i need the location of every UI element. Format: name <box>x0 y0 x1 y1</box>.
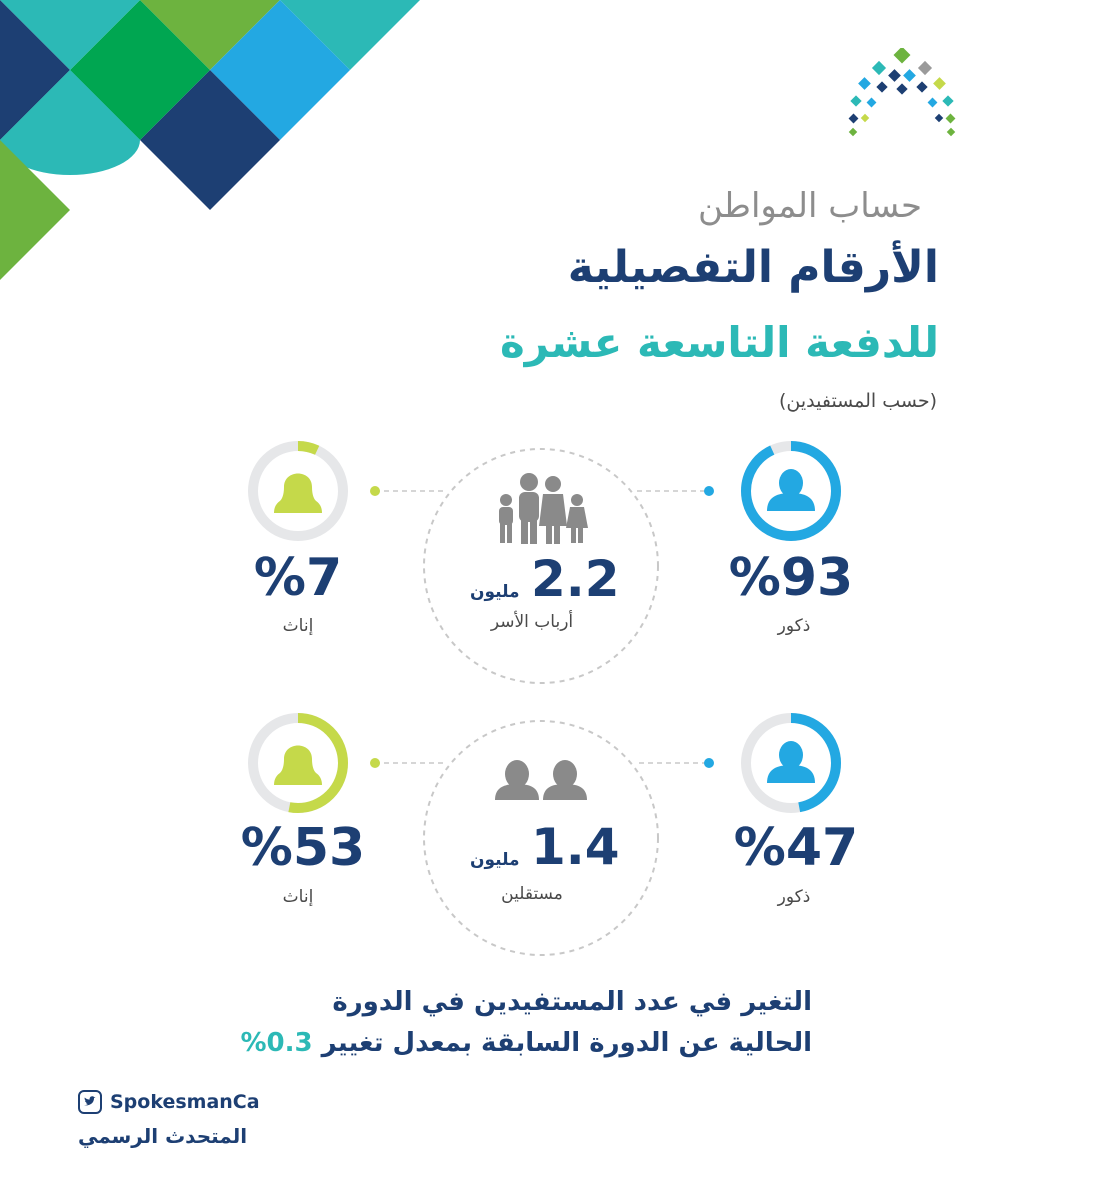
logo-text: حساب المواطن <box>698 186 922 226</box>
group2-value: 1.4 <box>531 818 620 876</box>
change-note-line1: التغير في عدد المستفيدين في الدورة <box>332 987 812 1017</box>
twitter-link[interactable] <box>78 1090 260 1116</box>
family-icon <box>499 473 588 544</box>
group1-female-label: إناث <box>282 616 314 636</box>
subtitle-note: (حسب المستفيدين) <box>778 390 937 412</box>
female-avatar-icon <box>274 746 322 786</box>
group2-female-percent: %53 <box>240 818 366 878</box>
spokesman-label: المتحدث الرسمي <box>78 1124 248 1148</box>
change-note-text: الحالية عن الدورة السابقة بمعدل تغيير <box>321 1028 812 1058</box>
twitter-handle[interactable]: SpokesmanCa <box>110 1091 260 1113</box>
group2-right-dot <box>704 758 714 768</box>
group1-value: 2.2 <box>531 550 620 608</box>
group1-label: أرباب الأسر <box>490 612 574 632</box>
page-title: الأرقام التفصيلية <box>567 242 939 293</box>
page-subtitle: للدفعة التاسعة عشرة <box>499 318 939 367</box>
twitter-icon <box>78 1090 102 1114</box>
change-note-line2 <box>112 1028 812 1058</box>
group2-unit: مليون <box>470 850 520 870</box>
change-percent: %0.3 <box>240 1028 313 1058</box>
group1-female-percent: %7 <box>253 548 343 608</box>
female-avatar-icon <box>274 474 322 514</box>
group2-left-dot <box>370 758 380 768</box>
group2-male-percent: %47 <box>733 818 859 878</box>
group1-right-dot <box>704 486 714 496</box>
group1-male-percent: %93 <box>728 548 854 608</box>
male-avatar-icon <box>767 469 815 511</box>
group1-unit: مليون <box>470 582 520 602</box>
male-avatar-icon <box>767 741 815 783</box>
group1-left-dot <box>370 486 380 496</box>
group2-male-label: ذكور <box>777 887 811 907</box>
group2-female-label: إناث <box>282 887 314 907</box>
two-persons-icon <box>495 760 587 800</box>
group2-label: مستقلين <box>501 884 563 904</box>
group1-male-label: ذكور <box>777 616 811 636</box>
